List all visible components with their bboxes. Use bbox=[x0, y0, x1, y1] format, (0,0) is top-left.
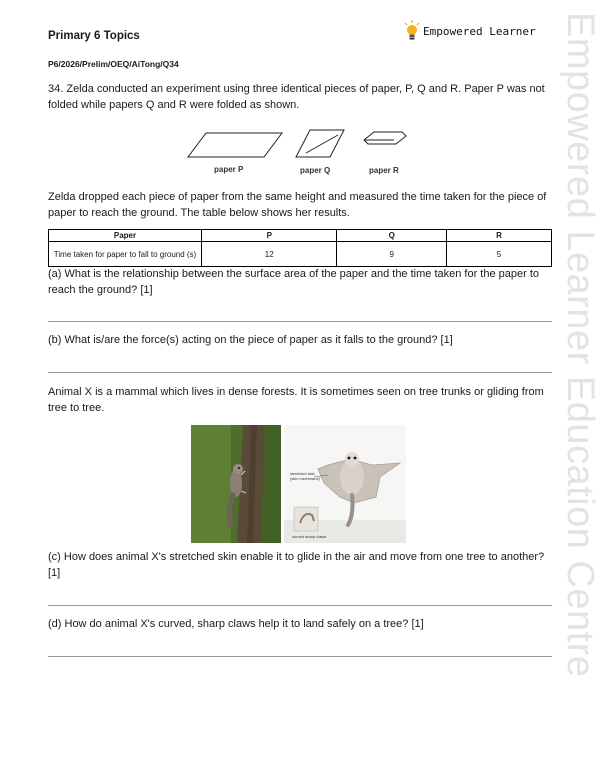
paper-r-shape bbox=[364, 132, 406, 144]
animal-on-tree-photo bbox=[191, 425, 281, 543]
paper-p-shape bbox=[188, 133, 282, 157]
question-code: P6/2026/Prelim/OEQ/AiTong/Q34 bbox=[48, 59, 179, 69]
answer-line-b bbox=[48, 372, 552, 373]
table-header-row bbox=[49, 230, 552, 242]
question-part-b: (b) What is/are the force(s) acting on the piece of paper as it falls to the ground? [1] bbox=[48, 334, 453, 346]
page-title: Primary 6 Topics bbox=[48, 30, 140, 42]
paper-p-caption: paper P bbox=[214, 165, 244, 174]
stretched-skin-label: stretched skin bbox=[290, 471, 315, 476]
paper-r-caption: paper R bbox=[369, 166, 399, 175]
header-q: Q bbox=[337, 230, 446, 242]
question-part-d: (d) How do animal X's curved, sharp claws help it to land safely on a tree? [1] bbox=[48, 618, 424, 630]
row-label: Time taken for paper to fall to ground (s) bbox=[49, 242, 202, 267]
question-intro: 34. Zelda conducted an experiment using three identical pieces of paper, P, Q and R. Paper P was not folded while papers Q and R were folded as shown. bbox=[48, 83, 545, 111]
paper-figure bbox=[178, 123, 418, 181]
value-q: 9 bbox=[337, 242, 446, 267]
paper-q-shape bbox=[296, 130, 344, 157]
value-r: 5 bbox=[446, 242, 551, 267]
logo-text: Empowered Learner bbox=[423, 24, 536, 38]
header-r: R bbox=[446, 230, 551, 242]
curved-claws-label: curved sharp claws bbox=[292, 534, 327, 539]
header-paper: Paper bbox=[49, 230, 202, 242]
table-row bbox=[49, 242, 552, 267]
experiment-description: Zelda dropped each piece of paper from the same height and measured the time taken for the piece of paper to reach the ground. The table below shows her results. bbox=[48, 191, 547, 219]
watermark: Empowered Learner Education Centre bbox=[559, 12, 601, 678]
brand-logo bbox=[404, 20, 536, 42]
question-part-c: (c) How does animal X's stretched skin enable it to glide in the air and move from one tree to another? [1] bbox=[48, 551, 545, 579]
answer-line-d bbox=[48, 656, 552, 657]
results-table bbox=[48, 229, 552, 267]
header-p: P bbox=[202, 230, 337, 242]
value-p: 12 bbox=[202, 242, 337, 267]
paper-q-caption: paper Q bbox=[300, 166, 331, 175]
answer-line-c bbox=[48, 605, 552, 606]
animal-intro: Animal X is a mammal which lives in dense forests. It is sometimes seen on tree trunks or gliding from tree to tree. bbox=[48, 386, 544, 414]
gliding-animal-photo bbox=[284, 425, 406, 543]
lightbulb-icon bbox=[404, 20, 420, 42]
question-part-a: (a) What is the relationship between the surface area of the paper and the time taken for the paper to reach the ground? [1] bbox=[48, 268, 540, 296]
skin-membrane-label: (skin membrane) bbox=[290, 476, 321, 481]
answer-line-a bbox=[48, 321, 552, 322]
